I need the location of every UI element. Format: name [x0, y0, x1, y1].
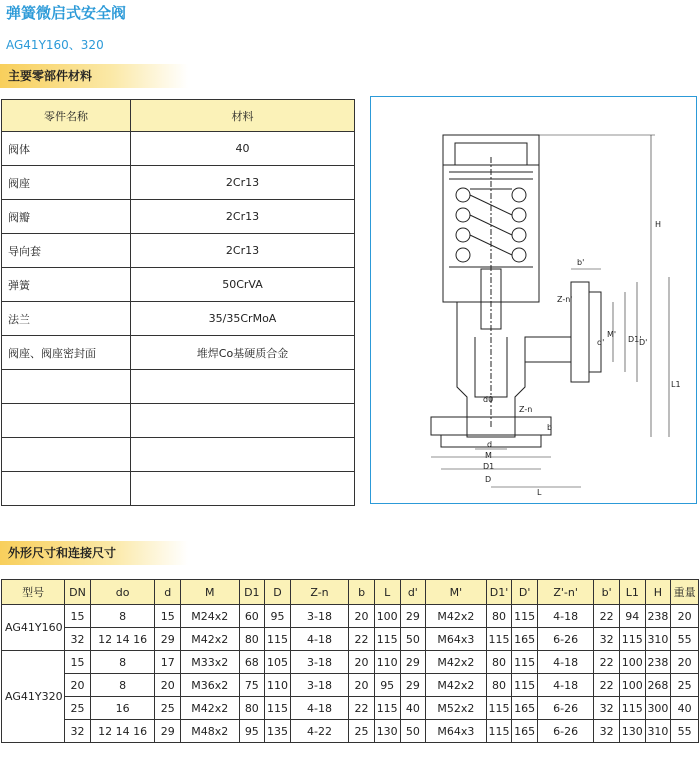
dimension-cell: 32	[65, 628, 91, 651]
header-d: d	[155, 580, 181, 605]
label-M: M	[485, 451, 492, 460]
header-material: 材料	[131, 100, 355, 132]
dimension-cell: 115	[265, 697, 291, 720]
dimension-cell: 20	[349, 605, 375, 628]
dimension-cell: 95	[265, 605, 291, 628]
label-b-prime: b'	[577, 258, 585, 267]
label-L: L	[537, 488, 542, 497]
dimension-cell: 110	[265, 674, 291, 697]
dimension-cell: 100	[619, 674, 645, 697]
dimension-cell: 3-18	[290, 674, 348, 697]
dimension-cell: 25	[671, 674, 699, 697]
dimension-cell: 4-18	[537, 674, 593, 697]
dimension-cell: 68	[239, 651, 265, 674]
dimension-cell: 115	[512, 651, 538, 674]
part-material: 堆焊Co基硬质合金	[131, 336, 355, 370]
valve-cross-section-diagram	[371, 97, 698, 505]
dimension-cell: 6-26	[537, 720, 593, 743]
dimension-cell: 6-26	[537, 697, 593, 720]
spring-coils-right	[512, 188, 526, 262]
dimension-cell: 29	[400, 605, 426, 628]
dimension-cell: 6-26	[537, 628, 593, 651]
header-d1: D1	[239, 580, 265, 605]
dimension-cell: 20	[349, 674, 375, 697]
dimension-cell: 95	[239, 720, 265, 743]
header-d1-prime: D1'	[486, 580, 512, 605]
part-name: 阀瓣	[2, 200, 131, 234]
part-name	[2, 438, 131, 472]
dimension-cell: 115	[374, 697, 400, 720]
part-material	[131, 370, 355, 404]
dimension-cell: 238	[645, 605, 671, 628]
dimension-cell: M24x2	[181, 605, 239, 628]
dimension-cell: 115	[374, 628, 400, 651]
header-weight: 重量	[671, 580, 699, 605]
label-D: D	[485, 475, 492, 484]
dimension-cell: 4-18	[537, 651, 593, 674]
label-H: H	[655, 220, 662, 229]
dimensions-table	[1, 579, 699, 743]
table-row	[2, 336, 355, 370]
part-name: 弹簧	[2, 268, 131, 302]
dimension-cell: 55	[671, 720, 699, 743]
dimension-cell: 238	[645, 651, 671, 674]
label-d-prime: d'	[597, 338, 605, 347]
dimension-cell: 130	[374, 720, 400, 743]
outlet-flange-shape	[571, 282, 589, 382]
part-name	[2, 404, 131, 438]
dimension-cell: 8	[90, 605, 155, 628]
dimension-cell: 8	[90, 651, 155, 674]
table-row	[2, 438, 355, 472]
dimension-cell: 115	[486, 628, 512, 651]
label-d: d	[487, 440, 493, 449]
dimension-cell: 40	[400, 697, 426, 720]
part-name	[2, 472, 131, 506]
part-material	[131, 404, 355, 438]
table-row	[2, 302, 355, 336]
model-cell: AG41Y320	[2, 651, 65, 743]
dimension-cell: 4-22	[290, 720, 348, 743]
part-material	[131, 438, 355, 472]
table-row	[2, 651, 699, 674]
valve-drawing	[370, 96, 697, 504]
label-d0: d0	[483, 395, 494, 404]
header-l: L	[374, 580, 400, 605]
dimension-cell: 4-18	[537, 605, 593, 628]
header-dd: D	[265, 580, 291, 605]
table-row	[2, 404, 355, 438]
part-name: 阀座、阀座密封面	[2, 336, 131, 370]
dimension-cell: 15	[65, 605, 91, 628]
table-row	[2, 628, 699, 651]
dimension-cell: 17	[155, 651, 181, 674]
dimension-cell: 15	[155, 605, 181, 628]
dimension-cell: 25	[65, 697, 91, 720]
table-row	[2, 200, 355, 234]
dimension-cell: 20	[349, 651, 375, 674]
spring-coils-left	[456, 188, 470, 262]
header-d-prime: d'	[400, 580, 426, 605]
dimension-cell: 130	[619, 720, 645, 743]
dimension-cell: 268	[645, 674, 671, 697]
dimension-cell: 29	[155, 720, 181, 743]
dimension-cell: 80	[239, 628, 265, 651]
part-material: 2Cr13	[131, 166, 355, 200]
dimension-cell: 115	[619, 697, 645, 720]
dimension-cell: 100	[619, 651, 645, 674]
model-cell: AG41Y160	[2, 605, 65, 651]
part-material: 35/35CrMoA	[131, 302, 355, 336]
dimension-cell: 40	[671, 697, 699, 720]
part-material: 2Cr13	[131, 200, 355, 234]
dimension-cell: 25	[155, 697, 181, 720]
label-D1: D1	[483, 462, 495, 471]
part-name: 阀体	[2, 132, 131, 166]
dimension-cell: 32	[594, 720, 620, 743]
dimension-cell: 20	[671, 605, 699, 628]
dimension-cell: 3-18	[290, 651, 348, 674]
part-name	[2, 370, 131, 404]
table-row	[2, 605, 699, 628]
dimension-cell: 310	[645, 720, 671, 743]
dimension-cell: 80	[486, 605, 512, 628]
part-name: 阀座	[2, 166, 131, 200]
label-b: b	[547, 423, 553, 432]
dimension-cell: 22	[349, 628, 375, 651]
dimension-cell: 32	[65, 720, 91, 743]
table-row	[2, 268, 355, 302]
dimension-cell: 105	[265, 651, 291, 674]
dimensions-body	[2, 605, 699, 743]
dimension-cell: 8	[90, 674, 155, 697]
dimension-cell: 20	[65, 674, 91, 697]
dimension-cell: 60	[239, 605, 265, 628]
materials-table	[1, 99, 355, 506]
table-row	[2, 132, 355, 166]
dimension-cell: 16	[90, 697, 155, 720]
dimension-cell: 15	[65, 651, 91, 674]
dimension-cell: 50	[400, 720, 426, 743]
dimension-cell: 50	[400, 628, 426, 651]
dimension-cell: 94	[619, 605, 645, 628]
dimension-cell: 29	[155, 628, 181, 651]
dimension-cell: 115	[486, 697, 512, 720]
dimension-cell: M36x2	[181, 674, 239, 697]
label-Zn: Z-n	[519, 405, 533, 414]
header-dd-prime: D'	[512, 580, 538, 605]
dimension-cell: 100	[374, 605, 400, 628]
table-row	[2, 166, 355, 200]
dimension-cell: 20	[671, 651, 699, 674]
dimension-cell: M64x3	[426, 628, 487, 651]
label-D-prime: D'	[639, 338, 648, 347]
dimension-cell: 80	[486, 674, 512, 697]
dimension-cell: 22	[594, 605, 620, 628]
header-b: b	[349, 580, 375, 605]
outlet-flange-face	[589, 292, 601, 372]
table-row	[2, 697, 699, 720]
dimension-cell: 80	[486, 651, 512, 674]
dimension-cell: M42x2	[426, 605, 487, 628]
dimension-cell: 12 14 16	[90, 720, 155, 743]
dimension-cell: 20	[155, 674, 181, 697]
table-row	[2, 720, 699, 743]
part-material	[131, 472, 355, 506]
dimension-cell: 165	[512, 720, 538, 743]
label-zn-prime: Z-n'	[557, 295, 573, 304]
dimension-cell: M64x3	[426, 720, 487, 743]
header-h: H	[645, 580, 671, 605]
label-L1: L1	[671, 380, 681, 389]
header-l1: L1	[619, 580, 645, 605]
dimension-cell: 29	[400, 651, 426, 674]
dimension-cell: 75	[239, 674, 265, 697]
header-zn-prime: Z'-n'	[537, 580, 593, 605]
dimension-cell: 3-18	[290, 605, 348, 628]
dimension-cell: 115	[512, 674, 538, 697]
header-zn: Z-n	[290, 580, 348, 605]
label-M-prime: M'	[607, 330, 617, 339]
dimension-cell: 310	[645, 628, 671, 651]
table-row	[2, 472, 355, 506]
header-m-prime: M'	[426, 580, 487, 605]
header-b-prime: b'	[594, 580, 620, 605]
dimension-cell: 115	[486, 720, 512, 743]
dimension-cell: 165	[512, 697, 538, 720]
dimension-cell: 135	[265, 720, 291, 743]
dimension-cell: 12 14 16	[90, 628, 155, 651]
dimension-cell: M42x2	[426, 651, 487, 674]
model-subtitle: AG41Y160、320	[6, 38, 104, 52]
dimension-cell: M33x2	[181, 651, 239, 674]
dimension-cell: 165	[512, 628, 538, 651]
dimension-cell: 32	[594, 628, 620, 651]
table-row	[2, 370, 355, 404]
dimension-cell: 32	[594, 697, 620, 720]
dimension-cell: M42x2	[181, 697, 239, 720]
dimension-cell: 29	[400, 674, 426, 697]
part-name: 导向套	[2, 234, 131, 268]
header-model: 型号	[2, 580, 65, 605]
materials-section-header: 主要零部件材料	[0, 64, 188, 88]
dimensions-section-header: 外形尺寸和连接尺寸	[0, 541, 188, 565]
label-D1-prime: D1'	[628, 335, 642, 344]
dimension-cell: 80	[239, 697, 265, 720]
dimension-cell: 4-18	[290, 628, 348, 651]
dimension-cell: 300	[645, 697, 671, 720]
dimension-cell: M42x2	[426, 674, 487, 697]
table-row	[2, 674, 699, 697]
materials-header-row	[2, 100, 355, 132]
dimension-cell: M42x2	[181, 628, 239, 651]
dimension-cell: 55	[671, 628, 699, 651]
dimension-cell: M48x2	[181, 720, 239, 743]
page-title: 弹簧微启式安全阀	[6, 4, 127, 22]
dimension-cell: 110	[374, 651, 400, 674]
dimension-cell: 22	[349, 697, 375, 720]
dimension-cell: 25	[349, 720, 375, 743]
dimension-cell: 115	[265, 628, 291, 651]
dimensions-header-row	[2, 580, 699, 605]
header-part-name: 零件名称	[2, 100, 131, 132]
header-do: do	[90, 580, 155, 605]
part-material: 50CrVA	[131, 268, 355, 302]
dimension-cell: 95	[374, 674, 400, 697]
part-name: 法兰	[2, 302, 131, 336]
part-material: 40	[131, 132, 355, 166]
dimension-cell: 22	[594, 651, 620, 674]
dimension-cell: 4-18	[290, 697, 348, 720]
dimension-cell: 115	[619, 628, 645, 651]
header-dn: DN	[65, 580, 91, 605]
header-m: M	[181, 580, 239, 605]
part-material: 2Cr13	[131, 234, 355, 268]
dimension-cell: M52x2	[426, 697, 487, 720]
dimension-cell: 22	[594, 674, 620, 697]
dimension-cell: 115	[512, 605, 538, 628]
table-row	[2, 234, 355, 268]
